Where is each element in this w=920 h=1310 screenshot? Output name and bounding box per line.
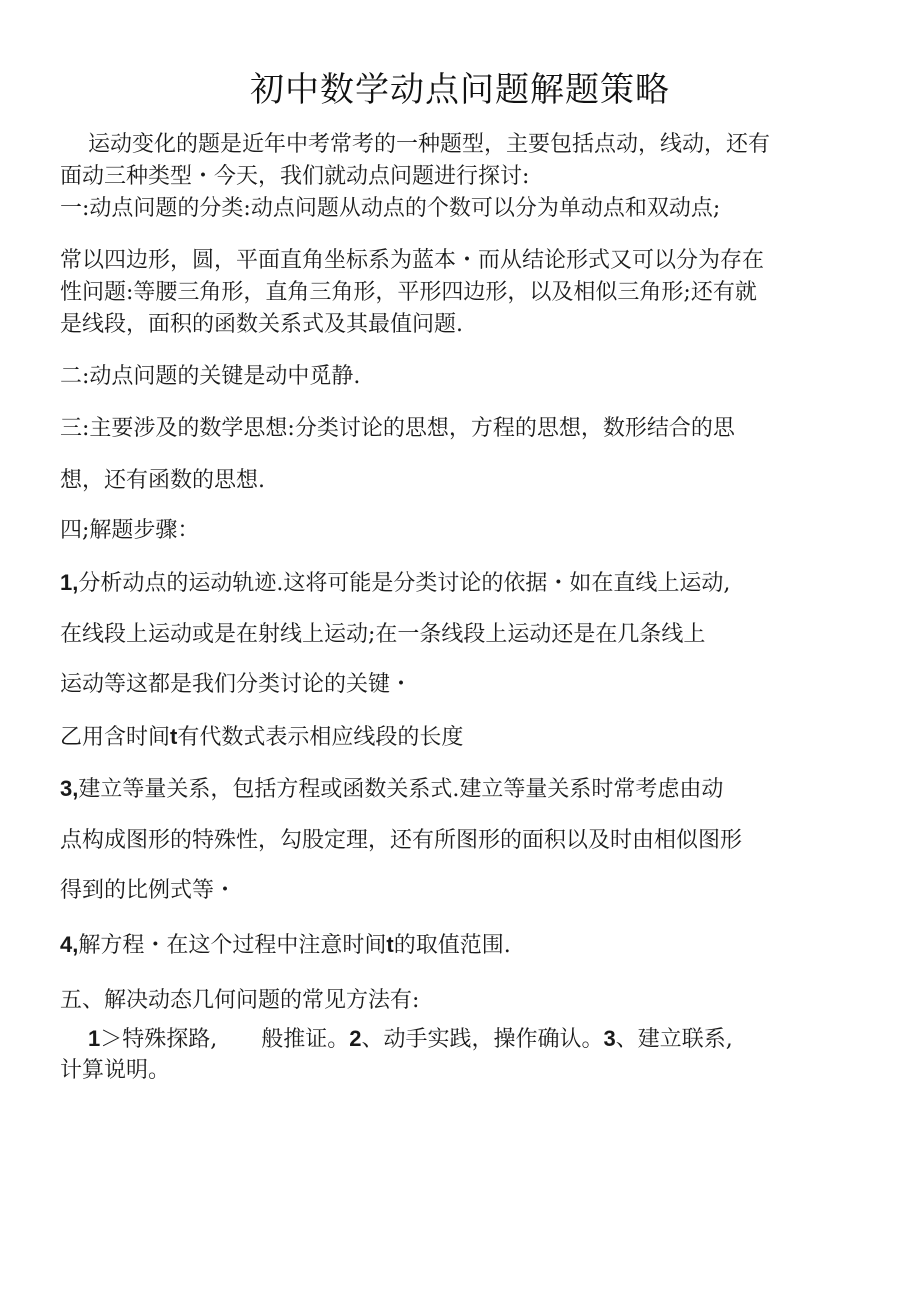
- step3-line-2: 点构成图形的特殊性，勾股定理，还有所图形的面积以及时由相似图形: [60, 828, 743, 853]
- step4-text-post: 的取值范围.: [393, 933, 511, 958]
- step1-text-1: 分析动点的运动轨迹.这将可能是分类讨论的依据・如在直线上运动,: [78, 571, 731, 596]
- section5-methods-line: [88, 1024, 733, 1055]
- step4-number: 4,: [60, 932, 79, 957]
- method1-number: 1: [88, 1026, 101, 1051]
- section1-line-2: 常以四边形，圆，平面直角坐标系为蓝本・而从结论形式又可以分为存在: [60, 248, 765, 273]
- section4-heading: 四;解题步骤：: [60, 518, 200, 543]
- step1-line-3: 运动等这都是我们分类讨论的关键・: [60, 672, 413, 697]
- section3-line-1: 三:主要涉及的数学思想:分类讨论的思想，方程的思想，数形结合的思: [60, 416, 735, 441]
- method2-text: 、动手实践，操作确认。: [361, 1027, 604, 1052]
- step4-text-pre: 解方程・在这个过程中注意时间: [78, 933, 387, 958]
- method3-text: 、建立联系,: [615, 1027, 733, 1052]
- section3-line-2: 想，还有函数的思想.: [60, 468, 265, 493]
- page-title: 初中数学动点问题解题策略: [250, 70, 670, 110]
- step3-number: 3,: [60, 776, 79, 801]
- step4-line: [60, 930, 511, 961]
- step2-text-post: 有代数式表示相应线段的长度: [177, 725, 464, 750]
- intro-line-1: 运动变化的题是近年中考常考的一种题型，主要包括点动，线动，还有: [88, 132, 771, 157]
- step3-text-1: 建立等量关系，包括方程或函数关系式.建立等量关系时常考虑由动: [78, 777, 724, 802]
- intro-line-2: 面动三种类型・今天，我们就动点问题进行探讨:: [60, 164, 530, 189]
- method1-text: ＞特殊探路, 般推证。: [100, 1027, 350, 1052]
- step2-text-pre: 乙用含时间: [60, 725, 171, 750]
- section5-last-line: 计算说明。: [60, 1058, 171, 1083]
- method2-number: 2: [349, 1026, 362, 1051]
- step4-var-t: t: [386, 932, 394, 957]
- section1-line-1: 一:动点问题的分类:动点问题从动点的个数可以分为单动点和双动点;: [60, 196, 721, 221]
- section1-line-4: 是线段，面积的函数关系式及其最值问题.: [60, 312, 463, 337]
- step3-line-1: [60, 774, 723, 805]
- method3-number: 3: [603, 1026, 616, 1051]
- step2-line: [60, 722, 463, 753]
- step1-line-1: [60, 568, 730, 599]
- section2-line-1: 二:动点问题的关键是动中觅静.: [60, 364, 361, 389]
- section1-line-3: 性问题:等腰三角形，直角三角形，平形四边形，以及相似三角形;还有就: [60, 280, 757, 305]
- section5-heading: 五、解决动态几何问题的常见方法有:: [60, 988, 420, 1013]
- step3-line-3: 得到的比例式等・: [60, 878, 237, 903]
- step1-number: 1,: [60, 570, 79, 595]
- step1-line-2: 在线段上运动或是在射线上运动;在一条线段上运动还是在几条线上: [60, 622, 706, 647]
- step2-var-t: t: [170, 724, 178, 749]
